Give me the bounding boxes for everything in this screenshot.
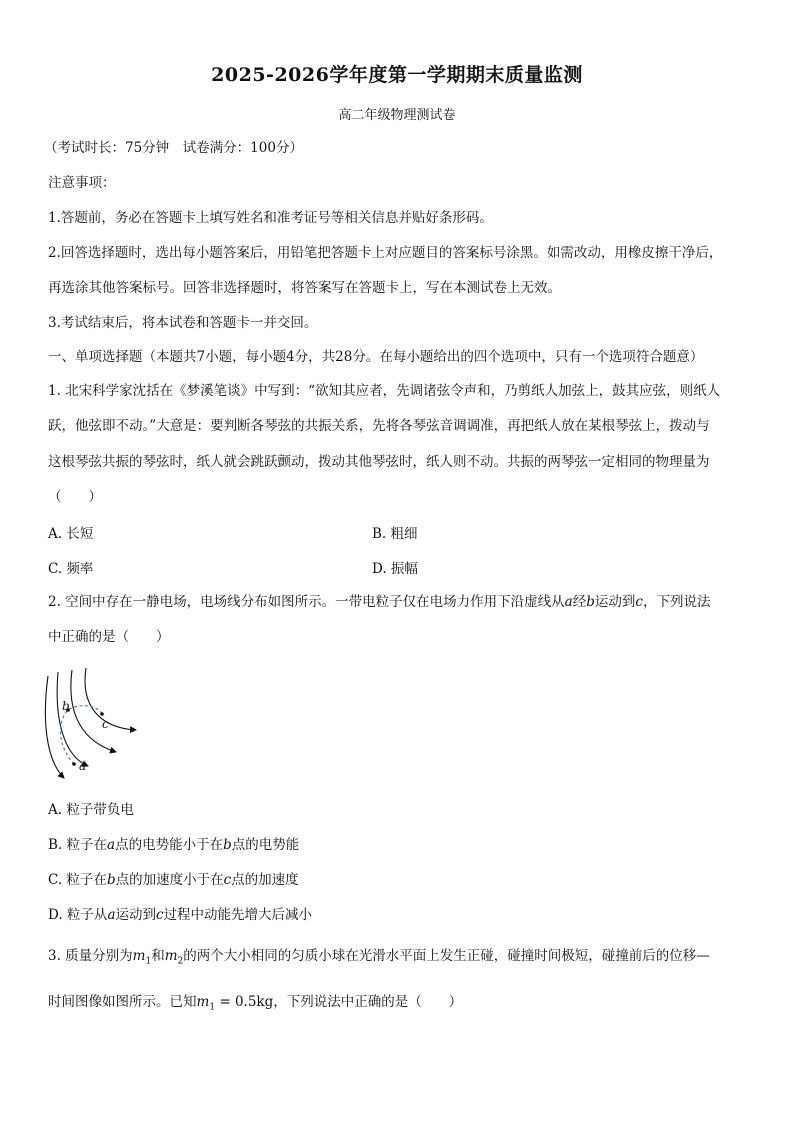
q3-line2-suf: ，下列说法中正确的是（ ） bbox=[273, 994, 463, 1010]
q2-b-suf: 点的电势能 bbox=[231, 837, 300, 853]
q3-suf: 的两个大小相同的匀质小球在光滑水平面上发生正碰，碰撞时间极短，碰撞前后的位移— bbox=[183, 948, 710, 964]
q2-option-d bbox=[48, 905, 312, 925]
q1-option-c: C. 频率 bbox=[48, 561, 94, 577]
q2-line-2: 中正确的是（ ） bbox=[48, 629, 170, 645]
q2-c-pre: C. 粒子在 bbox=[48, 872, 107, 888]
q2-text-mid2: 运动到 bbox=[594, 594, 636, 610]
q2-option-b bbox=[48, 835, 299, 855]
q3-equation: = 0.5kg bbox=[215, 994, 274, 1010]
exam-subtitle: 高二年级物理测试卷 bbox=[338, 108, 456, 123]
field-line-3 bbox=[71, 670, 116, 752]
note-item-3: 3.考试结束后，将本试卷和答题卡一并交回。 bbox=[48, 315, 318, 331]
var-a: a bbox=[107, 837, 116, 853]
var-c: c bbox=[635, 594, 643, 610]
q1-option-d: D. 振幅 bbox=[372, 561, 418, 577]
field-lines-figure bbox=[36, 660, 146, 782]
note-item-2-cont: 再选涂其他答案标号。回答非选择题时，将答案写在答题卡上，写在本测试卷上无效。 bbox=[48, 280, 561, 296]
var-a: a bbox=[107, 907, 116, 923]
q2-d-suf: 过程中动能先增大后减小 bbox=[163, 907, 313, 923]
label-b: b bbox=[62, 699, 70, 713]
label-a: a bbox=[79, 759, 87, 773]
q1-line-1: 1. 北宋科学家沈括在《梦溪笔谈》中写到：“欲知其应者，先调诸弦令声和，乃剪纸人加弦上，鼓其应弦，则纸人 bbox=[48, 383, 721, 399]
var-b: b bbox=[223, 837, 232, 853]
var-m1: m bbox=[196, 994, 210, 1010]
q2-c-suf: 点的加速度 bbox=[231, 872, 299, 888]
q2-text-suffix: ，下列说法 bbox=[642, 594, 711, 610]
q2-line-1 bbox=[48, 592, 710, 612]
var-m2: m bbox=[164, 948, 178, 964]
q2-text-mid: 经 bbox=[572, 594, 587, 610]
q3-pre: 3. 质量分别为 bbox=[48, 948, 133, 964]
q2-option-a: A. 粒子带负电 bbox=[48, 802, 134, 818]
note-item-2: 2.回答选择题时，选出每小题答案后，用铅笔把答题卡上对应题目的答案标号涂黑。如需改动，用橡皮擦干净后， bbox=[48, 245, 723, 261]
field-line-2 bbox=[57, 672, 88, 766]
var-b: b bbox=[106, 872, 116, 888]
trajectory-dashed bbox=[60, 706, 102, 764]
q3-line2-pre: 时间图像如图所示。已知 bbox=[48, 994, 197, 1010]
exam-info: （考试时长：75分钟 试卷满分：100分） bbox=[44, 140, 303, 156]
var-b: b bbox=[586, 594, 595, 610]
var-m1-sub: 1 bbox=[145, 956, 152, 967]
q2-d-pre: D. 粒子从 bbox=[48, 907, 108, 923]
notes-heading: 注意事项： bbox=[48, 175, 116, 191]
label-c: c bbox=[102, 717, 109, 731]
q1-line-2: 跃，他弦即不动。”大意是：要判断各琴弦的共振关系，先将各琴弦音调调准，再把纸人放在某根琴弦上，拨动与 bbox=[48, 418, 710, 434]
exam-title: 2025-2026学年度第一学期期末质量监测 bbox=[211, 64, 583, 86]
var-a: a bbox=[564, 594, 573, 610]
q1-line-3: 这根琴弦共振的琴弦时，纸人就会跳跃颤动，拨动其他琴弦时，纸人则不动。共振的两琴弦一定相同的物理量为 bbox=[48, 454, 710, 470]
var-m1-sub: 1 bbox=[209, 1002, 216, 1013]
q3-and: 和 bbox=[151, 948, 165, 964]
q2-b-mid: 点的电势能小于在 bbox=[115, 837, 224, 853]
q3-line-2 bbox=[48, 992, 462, 1018]
q2-text-prefix: 2. 空间中存在一静电场，电场线分布如图所示。一带电粒子仅在电场力作用下沿虚线从 bbox=[48, 594, 565, 610]
var-c: c bbox=[223, 872, 232, 888]
section-heading: 一、单项选择题（本题共7小题，每小题4分，共28分。在每小题给出的四个选项中，只有一个选项符合题意） bbox=[48, 349, 704, 365]
note-item-1: 1.答题前，务必在答题卡上填写姓名和准考证号等相关信息并贴好条形码。 bbox=[48, 210, 493, 226]
q2-option-c bbox=[48, 870, 299, 890]
q1-option-b: B. 粗细 bbox=[372, 526, 418, 542]
field-line-4 bbox=[85, 668, 136, 730]
q2-d-mid: 运动到 bbox=[115, 907, 156, 923]
var-m1: m bbox=[132, 948, 146, 964]
q2-b-pre: B. 粒子在 bbox=[48, 837, 108, 853]
var-m2-sub: 2 bbox=[177, 956, 184, 967]
point-c bbox=[100, 712, 104, 716]
q1-line-4: （ ） bbox=[48, 489, 102, 505]
q1-option-a: A. 长短 bbox=[48, 526, 94, 542]
point-a bbox=[72, 762, 76, 766]
q3-line-1 bbox=[48, 946, 710, 972]
var-c: c bbox=[156, 907, 164, 923]
q2-c-mid: 点的加速度小于在 bbox=[115, 872, 224, 888]
